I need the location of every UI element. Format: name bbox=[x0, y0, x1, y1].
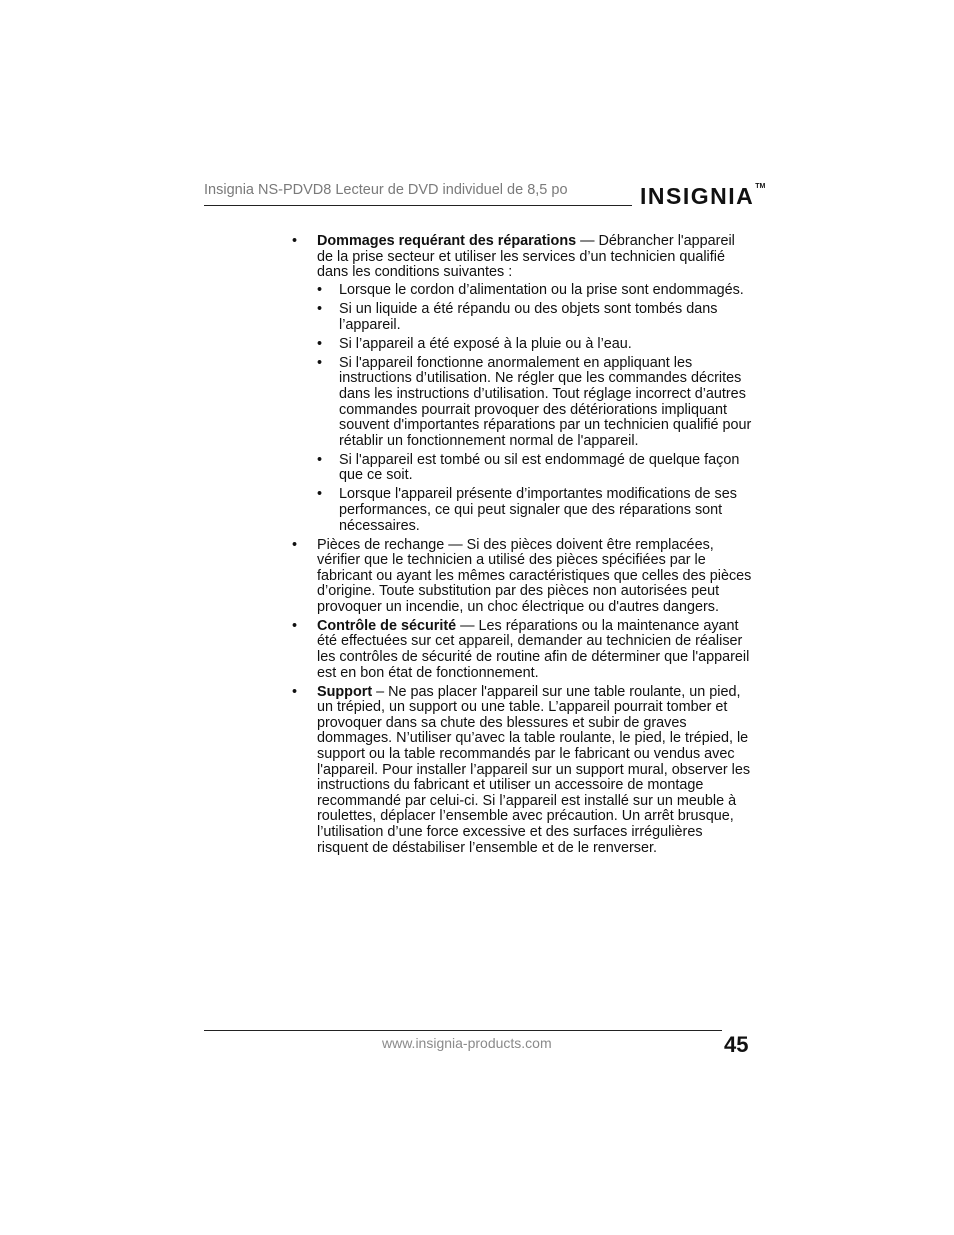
safety-instructions bbox=[292, 234, 752, 860]
footer-divider bbox=[204, 1030, 722, 1031]
list-item: • Si l'appareil est tombé ou sil est endommagé de quelque façon que ce soit. bbox=[317, 453, 752, 484]
list-item-replacement-parts bbox=[292, 538, 752, 616]
repair-conditions-list bbox=[317, 283, 752, 534]
list-item: • Lorsque le cordon d’alimentation ou la prise sont endommagés. bbox=[317, 283, 752, 299]
item-text: Pièces de rechange — Si des pièces doivent être remplacées, vérifier que le technicien a utilisé des pièces spécifiées par le fabricant ou ayant les mêmes caractéristiques que celles des pièces d’origine. Toute substitution par des pièces non autorisées peut provoquer un incendie, un choc électrique ou d'autres dangers. bbox=[317, 536, 752, 615]
item-lead: Support bbox=[317, 683, 373, 700]
list-item-safety-check bbox=[292, 619, 752, 681]
page-header-title: Insignia NS-PDVD8 Lecteur de DVD individuel de 8,5 po bbox=[204, 182, 568, 198]
header-divider bbox=[204, 205, 632, 206]
page-number: 45 bbox=[724, 1032, 749, 1057]
instruction-list bbox=[292, 234, 752, 856]
list-item: • Si l'appareil fonctionne anormalement en appliquant les instructions d’utilisation. Ne régler que les commandes décrites dans les instructions d’utilisation. Tout réglage incorrect d’autres commandes pourrait provoquer des détériorations impliquant souvent d'importantes réparations par un technicien qualifié pour rétablir un fonctionnement normal de l'appareil. bbox=[317, 356, 752, 450]
list-item-repairs bbox=[292, 234, 752, 534]
list-item-support bbox=[292, 685, 752, 857]
item-text: — Débrancher l'appareil de la prise secteur et utiliser les services d’un technicien qualifié dans les conditions suivantes : bbox=[317, 233, 735, 281]
insignia-logo bbox=[640, 183, 765, 210]
logo-trademark: TM bbox=[755, 183, 766, 190]
list-item: • Si un liquide a été répandu ou des objets sont tombés dans l’appareil. bbox=[317, 302, 752, 333]
item-lead: Dommages requérant des réparations bbox=[317, 233, 577, 249]
list-item: • Lorsque l'appareil présente d’importantes modifications de ses performances, ce qui peut signaler que des réparations sont nécessaires. bbox=[317, 487, 752, 534]
list-item: • Si l’appareil a été exposé à la pluie ou à l’eau. bbox=[317, 337, 752, 353]
footer-url: www.insignia-products.com bbox=[382, 1035, 552, 1051]
item-text: – Ne pas placer l'appareil sur une table roulante, un pied, un trépied, un support ou une table. L’appareil pourrait tomber et provoquer dans sa chute des blessures et subir de graves dommages. N’utiliser qu’avec la table roulante, le pied, le trépied, le support ou la table recommandés par le fabricant ou vendus avec l'appareil. Pour installer l’appareil sur un support mural, observer les instructions du fabricant et utiliser un accessoire de montage recommandé par celui-ci. Si l’appareil est installé sur un meuble à roulettes, déplacer l’ensemble avec précaution. Un arrêt brusque, l’utilisation d’une force excessive et des surfaces irrégulières risquent de déstabiliser l’ensemble et de le renverser. bbox=[317, 683, 751, 856]
item-lead: Contrôle de sécurité bbox=[317, 617, 457, 634]
item-text: — Les réparations ou la maintenance ayant été effectuées sur cet appareil, demander au technicien de réaliser les contrôles de sécurité de routine afin de déterminer que l'appareil est en bon état de fonctionnement. bbox=[317, 617, 750, 681]
logo-wordmark: INSIGNIA bbox=[640, 183, 755, 209]
